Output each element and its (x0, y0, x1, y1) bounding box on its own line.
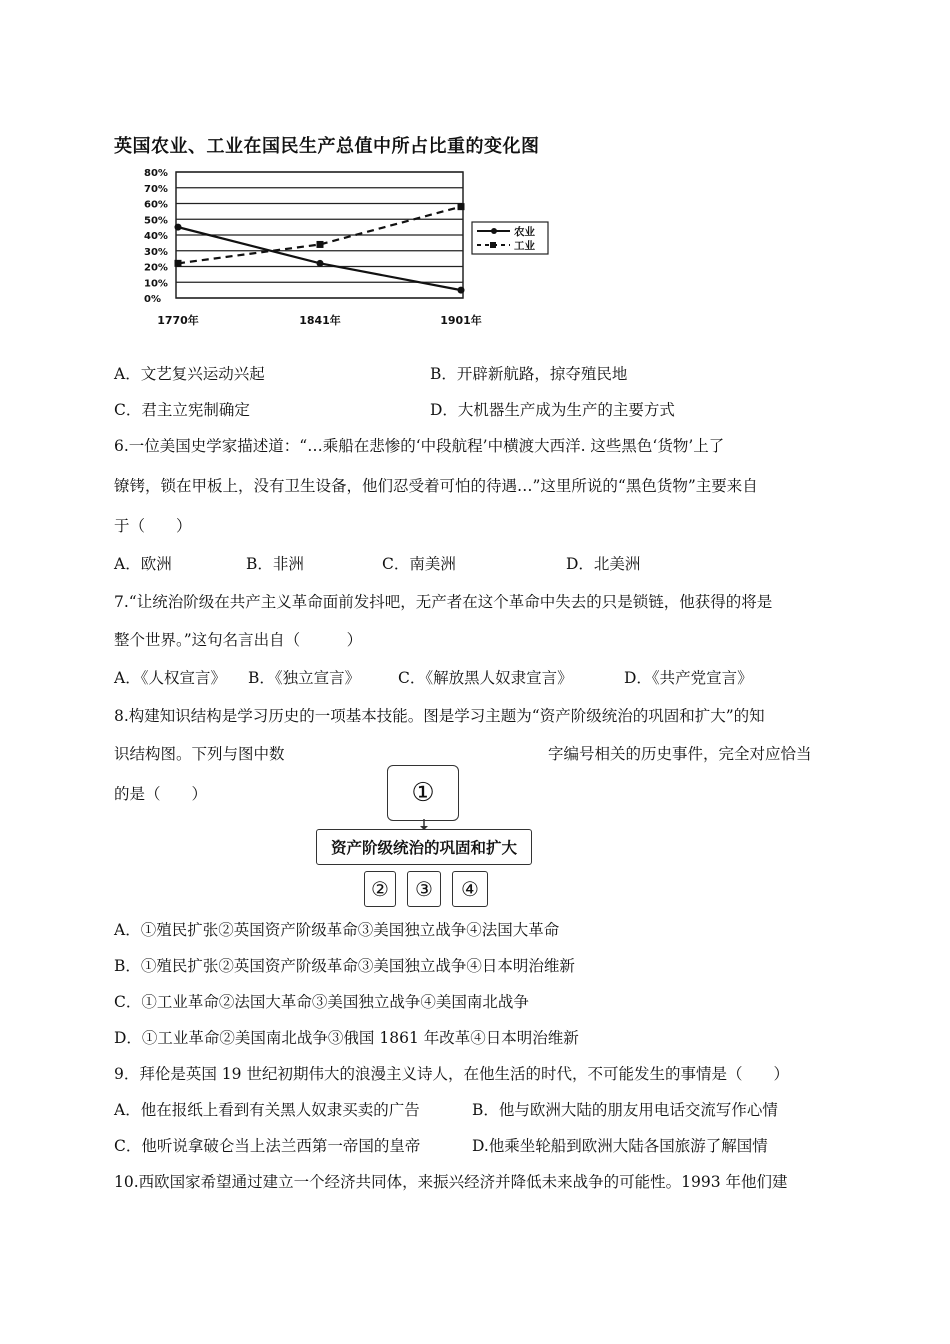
q6-stem-line1: 6.一位美国史学家描述道：“…乘船在悲惨的‘中段航程’中横渡大西洋. 这些黑色‘货物’上了 (114, 437, 725, 455)
data-point (317, 241, 324, 248)
q9-stem: 9．拜伦是英国 19 世纪初期伟大的浪漫主义诗人，在他生活的时代，不可能发生的事情是（ ） (114, 1065, 789, 1083)
diagram-center-topic: 资产阶级统治的巩固和扩大 (316, 829, 532, 865)
data-point (458, 287, 465, 294)
q5-option-c: C．君主立宪制确定 (114, 401, 250, 419)
q7-stem-line1: 7.“让统治阶级在共产主义革命面前发抖吧，无产者在这个革命中失去的只是锁链，他获得的将是 (114, 593, 773, 611)
q9-option-d: D.他乘坐轮船到欧洲大陆各国旅游了解国情 (472, 1137, 768, 1155)
x-tick-label: 1770年 (157, 314, 199, 327)
q6-stem-line3: 于（ ） (114, 517, 192, 535)
q5-option-a: A．文艺复兴运动兴起 (114, 365, 265, 383)
q8-stem-line1: 8.构建知识结构是学习历史的一项基本技能。图是学习主题为“资产阶级统治的巩固和扩大”的知 (114, 707, 765, 725)
data-point (175, 224, 182, 231)
y-tick-label: 0% (144, 294, 161, 305)
y-tick-label: 70% (144, 183, 168, 195)
legend-label: 工业 (514, 240, 535, 252)
y-tick-label: 80% (144, 168, 168, 179)
q7-option-d: D．《共产党宣言》 (624, 669, 753, 687)
q7-option-a: A．《人权宣言》 (114, 669, 226, 687)
q8-stem-line2b: 字编号相关的历史事件，完全对应恰当 (548, 745, 812, 763)
q6-stem-line2: 镣铐，锁在甲板上，没有卫生设备，他们忍受着可怕的待遇…”这里所说的“黑色货物”主要来自 (114, 477, 758, 495)
line-chart (140, 162, 560, 332)
y-tick-label: 30% (144, 246, 168, 258)
y-tick-label: 10% (144, 278, 168, 290)
q7-stem-line2: 整个世界。”这句名言出自（ ） (114, 631, 363, 649)
data-point (175, 260, 182, 267)
diagram-node-4: ④ (452, 871, 488, 907)
diagram-node-2: ② (364, 871, 396, 907)
q9-option-b: B．他与欧洲大陆的朋友用电话交流写作心情 (472, 1101, 778, 1119)
q5-option-b: B．开辟新航路，掠夺殖民地 (430, 365, 628, 383)
data-point (458, 203, 465, 210)
q8-stem-line3: 的是（ ） (114, 785, 208, 803)
q6-option-a: A．欧洲 (114, 555, 172, 573)
q8-option-c: C．①工业革命②法国大革命③美国独立战争④美国南北战争 (114, 993, 529, 1011)
q8-option-b: B．①殖民扩张②英国资产阶级革命③美国独立战争④日本明治维新 (114, 957, 575, 975)
q9-option-a: A．他在报纸上看到有关黑人奴隶买卖的广告 (114, 1101, 420, 1119)
diagram-node-3: ③ (407, 871, 441, 907)
q8-stem-line2a: 识结构图。下列与图中数 (114, 745, 285, 763)
legend-marker (491, 228, 497, 234)
chart-title: 英国农业、工业在国民生产总值中所占比重的变化图 (114, 136, 540, 157)
q8-option-d: D．①工业革命②美国南北战争③俄国 1861 年改革④日本明治维新 (114, 1029, 579, 1047)
y-tick-label: 50% (144, 215, 168, 227)
x-tick-label: 1841年 (299, 314, 341, 327)
q7-option-b: B．《独立宣言》 (248, 669, 361, 687)
q5-option-d: D．大机器生产成为生产的主要方式 (430, 401, 675, 419)
y-tick-label: 40% (144, 231, 168, 242)
legend-box (472, 222, 548, 254)
legend-label: 农业 (514, 226, 535, 238)
y-tick-label: 20% (144, 262, 168, 274)
y-tick-label: 60% (144, 199, 168, 211)
q7-option-c: C．《解放黑人奴隶宣言》 (398, 669, 573, 687)
q8-option-a: A．①殖民扩张②英国资产阶级革命③美国独立战争④法国大革命 (114, 921, 560, 939)
q6-option-c: C．南美洲 (382, 555, 456, 573)
q6-option-d: D．北美洲 (566, 555, 641, 573)
q9-option-c: C．他听说拿破仑当上法兰西第一帝国的皇帝 (114, 1137, 421, 1155)
diagram-node-1: ① (387, 765, 459, 821)
q6-option-b: B．非洲 (246, 555, 304, 573)
legend-marker (490, 242, 496, 248)
x-tick-label: 1901年 (440, 314, 482, 327)
q10-stem-line1: 10.西欧国家希望通过建立一个经济共同体，来振兴经济并降低未来战争的可能性。1993 年他们建 (114, 1173, 788, 1191)
data-point (317, 260, 324, 267)
